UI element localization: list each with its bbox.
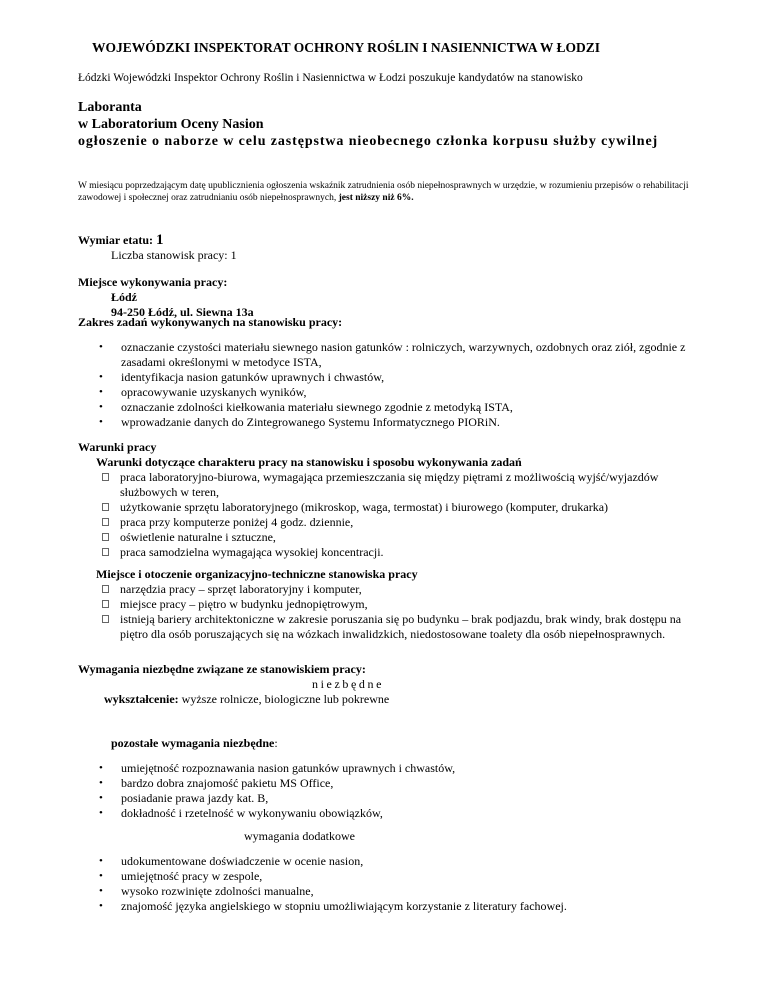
section-warunki	[78, 440, 690, 560]
miejsce-city: Łódź	[111, 290, 138, 304]
list-item: miejsce pracy – piętro w budynku jednopiętrowym,	[78, 597, 690, 612]
job-title-line2: w Laboratorium Oceny Nasion	[78, 117, 264, 132]
pozostale-label: pozostałe wymagania niezbędne	[111, 736, 275, 750]
checkbox-icon	[102, 600, 109, 608]
checkbox-icon	[102, 503, 109, 511]
niezbedne-heading: niezbędne	[312, 677, 385, 691]
pozostale-colon: :	[274, 736, 278, 750]
section-wymagania	[78, 662, 690, 707]
warunki-sub2: Miejsce i otoczenie organizacyjno-techniczne stanowiska pracy	[96, 567, 418, 581]
list-item: praca samodzielna wymagająca wysokiej koncentracji.	[78, 545, 690, 560]
checkbox-icon	[102, 585, 109, 593]
intro-text: Łódzki Wojewódzki Inspektor Ochrony Roślin i Nasiennictwa w Łodzi poszukuje kandydatów na stanowisko	[78, 72, 583, 84]
dodatkowe-heading: wymagania dodatkowe	[244, 829, 355, 843]
section-wymiar	[78, 233, 237, 263]
section-zakres-list	[78, 340, 690, 430]
section-otoczenie	[78, 567, 690, 642]
zakres-label: Zakres zadań wykonywanych na stanowisku pracy:	[78, 315, 343, 329]
wyksztalcenie-label: wykształcenie:	[104, 692, 179, 706]
wyksztalcenie-value: wyższe rolnicze, biologiczne lub pokrewne	[178, 692, 390, 706]
section-dodatkowe-list	[78, 854, 690, 914]
job-title-line1: Laboranta	[78, 100, 142, 115]
disability-note-text: W miesiącu poprzedzającym datę upublicznienia ogłoszenia wskaźnik zatrudnienia osób niepełnosprawnych w urzędzie, w rozumieniu przepisów o rehabilitacji zawodowej i społecznej oraz zatrudnianiu osób niepełnosprawnych,	[78, 181, 689, 203]
miejsce-label: Miejsce wykonywania pracy:	[78, 275, 228, 289]
checkbox-icon	[102, 518, 109, 526]
list-item: praca laboratoryjno-biurowa, wymagająca przemieszczania się między piętrami z możliwością wyjść/wyjazdów służbowych w teren,	[78, 470, 690, 500]
list-item: istnieją bariery architektoniczne w zakresie poruszania się po budynku – brak podjazdu, brak windy, brak dostępu na piętro dla osób poruszających się na wózkach inwalidzkich, niedostosowane toalety dla osób niepełnosprawnych.	[78, 612, 690, 642]
wyksztalcenie	[78, 692, 690, 707]
list-item: • znajomość języka angielskiego w stopniu umożliwiającym korzystanie z literatury fachowej.	[78, 899, 690, 914]
list-item: • opracowywanie uzyskanych wyników,	[78, 385, 690, 400]
wymiar-label: Wymiar etatu:	[78, 233, 156, 247]
list-item: oświetlenie naturalne i sztuczne,	[78, 530, 690, 545]
list-item: • oznaczanie zdolności kiełkowania materiału siewnego zgodnie z metodyką ISTA,	[78, 400, 690, 415]
warunki-sub1: Warunki dotyczące charakteru pracy na stanowisku i sposobu wykonywania zadań	[96, 455, 522, 469]
disability-note-bold: jest niższy niż 6%.	[338, 193, 414, 203]
stanowiska-count: Liczba stanowisk pracy: 1	[111, 248, 237, 262]
list-item: • oznaczanie czystości materiału siewnego nasion gatunków : rolniczych, warzywnych, ozdobnych oraz ziół, zgodnie z zasadami określonymi w metodyce ISTA,	[78, 340, 690, 370]
checkbox-icon	[102, 473, 109, 481]
checkbox-icon	[102, 533, 109, 541]
list-item: • wprowadzanie danych do Zintegrowanego Systemu Informatycznego PIORiN.	[78, 415, 690, 430]
wymagania-label: Wymagania niezbędne związane ze stanowiskiem pracy:	[78, 662, 366, 676]
section-miejsce	[78, 275, 254, 320]
warunki-label: Warunki pracy	[78, 440, 157, 454]
list-item: • umiejętność rozpoznawania nasion gatunków uprawnych i chwastów,	[78, 761, 690, 776]
miejsce-address: 94-250 Łódź, ul. Siewna 13a	[111, 305, 254, 319]
job-title	[78, 99, 658, 150]
list-item: • dokładność i rzetelność w wykonywaniu obowiązków,	[78, 806, 690, 821]
section-pozostale-label	[78, 736, 278, 751]
list-item: • bardzo dobra znajomość pakietu MS Office,	[78, 776, 690, 791]
wymiar-value: 1	[155, 232, 164, 248]
job-title-line3: ogłoszenie o naborze w celu zastępstwa nieobecnego członka korpusu służby cywilnej	[78, 134, 659, 149]
list-item: użytkowanie sprzętu laboratoryjnego (mikroskop, waga, termostat) i biurowego (komputer, drukarka)	[78, 500, 690, 515]
list-item: • udokumentowane doświadczenie w ocenie nasion,	[78, 854, 690, 869]
document-header: WOJEWÓDZKI INSPEKTORAT OCHRONY ROŚLIN I NASIENNICTWA W ŁODZI	[92, 40, 600, 55]
list-item: • wysoko rozwinięte zdolności manualne,	[78, 884, 690, 899]
section-pozostale-list	[78, 761, 690, 821]
list-item: narzędzia pracy – sprzęt laboratoryjny i komputer,	[78, 582, 690, 597]
checkbox-icon	[102, 548, 109, 556]
disability-note	[78, 180, 690, 204]
list-item: • umiejętność pracy w zespole,	[78, 869, 690, 884]
checkbox-icon	[102, 615, 109, 623]
list-item: praca przy komputerze poniżej 4 godz. dziennie,	[78, 515, 690, 530]
list-item: • posiadanie prawa jazdy kat. B,	[78, 791, 690, 806]
list-item: • identyfikacja nasion gatunków uprawnych i chwastów,	[78, 370, 690, 385]
section-zakres-label	[78, 315, 342, 330]
